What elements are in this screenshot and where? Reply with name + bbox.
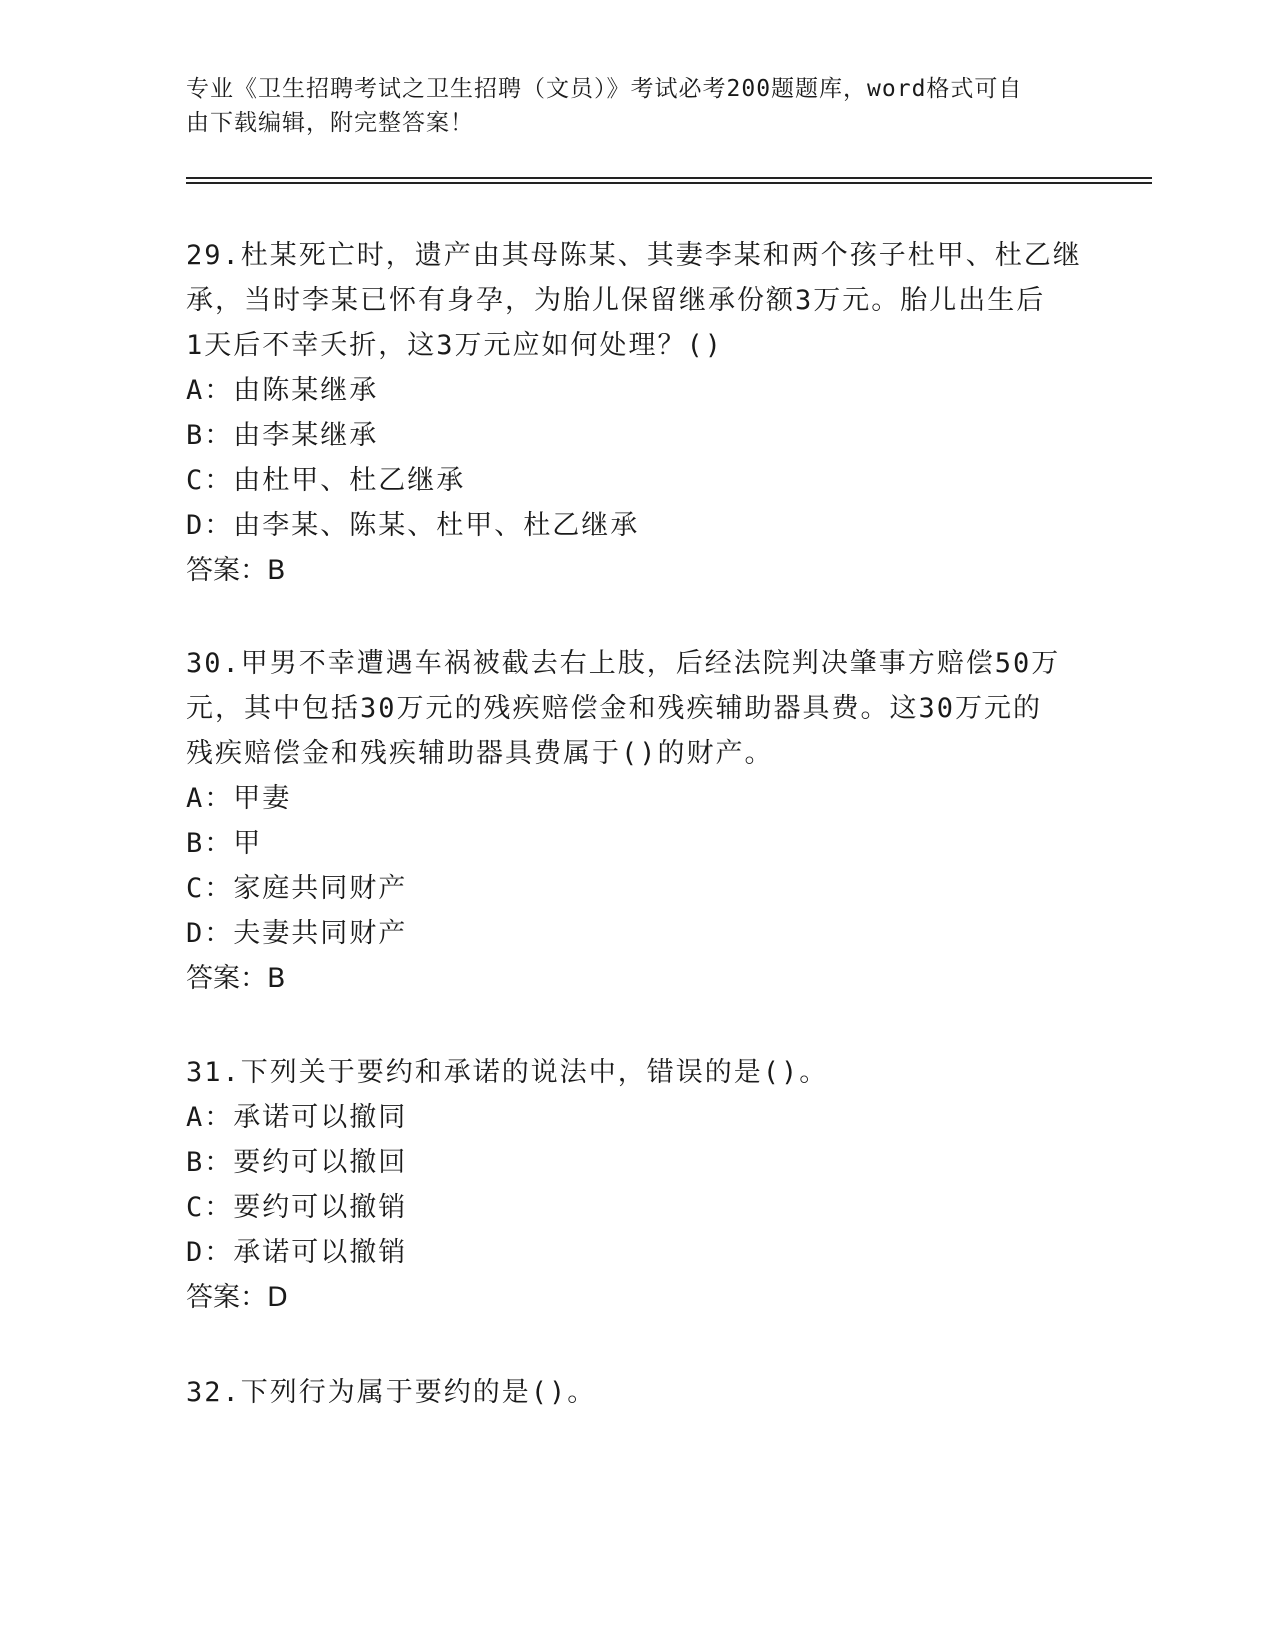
question-31 xyxy=(186,1050,1086,1320)
question-29 xyxy=(186,233,1086,593)
question-stem-line: 残疾赔偿金和残疾辅助器具费属于()的财产。 xyxy=(186,738,774,769)
option-a: A：由陈某继承 xyxy=(186,375,379,406)
header-line-1: 专业《卫生招聘考试之卫生招聘（文员）》考试必考200题题库，word格式可自 xyxy=(186,76,1023,102)
question-stem-line: 29.杜某死亡时，遗产由其母陈某、其妻李某和两个孩子杜甲、杜乙继 xyxy=(186,240,1082,271)
header-rule-top xyxy=(186,177,1152,179)
option-c: C：家庭共同财产 xyxy=(186,873,408,904)
question-stem-line: 1天后不幸夭折，这3万元应如何处理？() xyxy=(186,330,724,361)
header-rule-bottom xyxy=(186,182,1152,184)
option-d: D：由李某、陈某、杜甲、杜乙继承 xyxy=(186,510,640,541)
question-stem-line: 承，当时李某已怀有身孕，为胎儿保留继承份额3万元。胎儿出生后 xyxy=(186,285,1046,316)
option-b: B：甲 xyxy=(186,828,263,859)
answer-line: 答案：D xyxy=(186,1282,288,1313)
option-b: B：由李某继承 xyxy=(186,420,379,451)
option-c: C：由杜甲、杜乙继承 xyxy=(186,465,466,496)
option-b: B：要约可以撤回 xyxy=(186,1147,408,1178)
question-stem-line: 32.下列行为属于要约的是()。 xyxy=(186,1377,597,1408)
document-header xyxy=(186,72,1086,140)
answer-line: 答案：B xyxy=(186,555,286,586)
header-line-2: 由下载编辑，附完整答案！ xyxy=(186,110,474,136)
question-stem-line: 元，其中包括30万元的残疾赔偿金和残疾辅助器具费。这30万元的 xyxy=(186,693,1043,724)
question-30 xyxy=(186,641,1086,1001)
option-d: D：夫妻共同财产 xyxy=(186,918,408,949)
option-c: C：要约可以撤销 xyxy=(186,1192,408,1223)
option-a: A：承诺可以撤同 xyxy=(186,1102,408,1133)
question-stem-line: 30.甲男不幸遭遇车祸被截去右上肢，后经法院判决肇事方赔偿50万 xyxy=(186,648,1061,679)
option-d: D：承诺可以撤销 xyxy=(186,1237,408,1268)
question-32 xyxy=(186,1370,1086,1415)
question-stem-line: 31.下列关于要约和承诺的说法中，错误的是()。 xyxy=(186,1057,829,1088)
option-a: A：甲妻 xyxy=(186,783,292,814)
answer-line: 答案：B xyxy=(186,963,286,994)
